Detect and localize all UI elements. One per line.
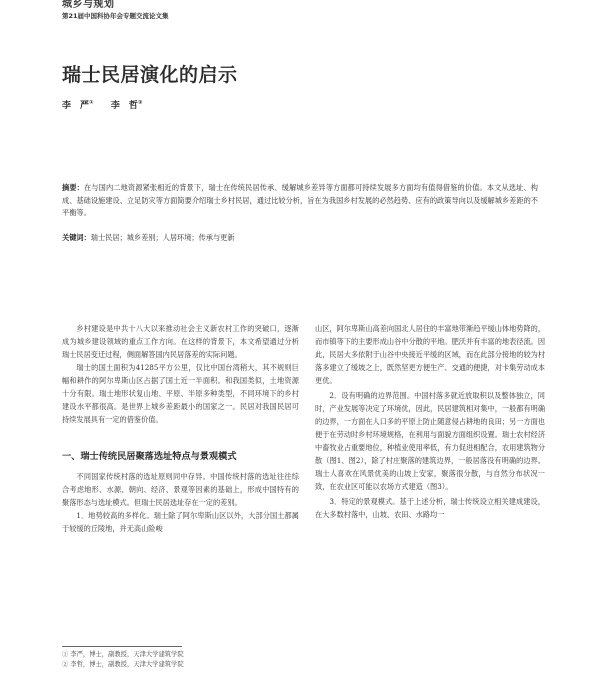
footnote-2: ② 李哲，博士，副教授，天津大学建筑学院 bbox=[62, 660, 184, 668]
abstract-label: 摘要： bbox=[62, 183, 84, 192]
author-1-marker: ① bbox=[89, 100, 94, 106]
footnotes bbox=[62, 650, 362, 669]
keywords bbox=[62, 232, 538, 244]
keywords-text: 瑞士民居；城乡差别；人居环境；传承与更新 bbox=[90, 233, 235, 242]
footnote-1: ① 李严，博士，副教授，天津大学建筑学院 bbox=[62, 651, 184, 658]
body-paragraph: 不同国家传统村落的选址原则同中存异。中国传统村落的选址往往综合考虑地形、水源、朝向、经济、景观等因素的基础上，形成中国特有的聚落形态与选址模式。但瑞士民居选址存在一定的差别。 bbox=[62, 472, 299, 507]
author-2-name: 李 哲 bbox=[110, 101, 138, 111]
running-head-title: 城乡与规划 bbox=[62, 0, 115, 10]
author-1 bbox=[62, 101, 94, 111]
body-paragraph: 乡村建设是中共十八大以来推动社会主义新农村工作的突破口，逐渐成为城乡建设领域的重点工作方向。在这样的背景下，本文希望通过分析瑞士民居变迁过程，侧面解答国内民居落差的实际问题。 bbox=[62, 324, 299, 359]
running-head-subtitle: 第21届中国科协年会专题交流论文集 bbox=[62, 12, 169, 20]
body-paragraph: 3．特定的景观模式。基于上述分析，瑞士传统设立相关建成建设，在大多数村落中，山坡、农田、水路均一 bbox=[315, 497, 545, 519]
keywords-label: 关键词： bbox=[62, 233, 91, 242]
abstract-text: 在与国内二地资源紧张相近的背景下，瑞士在传统民居传承、缓解城乡差异等方面都可持续发展多方面均有值得借鉴的价值。本文从选址、构成、基础设施建设、立足防灾等方面简要介绍瑞士乡村民居，通过比较分析，旨在为我国乡村发展的必然趋势、应有的政策导向以及缓解城乡差距的不平衡等。 bbox=[62, 183, 538, 217]
footnote-divider bbox=[62, 646, 182, 647]
body-paragraph: 1．地势较高的多样化。瑞士除了阿尔卑斯山区以外，大部分国土都属于较缓的丘陵地，并无高山险峻 bbox=[62, 511, 299, 533]
author-1-name: 李 严 bbox=[62, 101, 90, 111]
author-2-marker: ② bbox=[137, 100, 143, 106]
section-heading: 一、瑞士传统民居聚落选址特点与景观模式 bbox=[62, 451, 237, 462]
left-column bbox=[62, 322, 299, 535]
body-paragraph: 2．设有明确的边界范围。中国村落多就近放取积以及整体独立，同时，产业发展等决定了环境优，因此，民居建筑相对集中，一般都有明确的边界，一方面在人口多的平原上防止随意侵占耕地的良田；另一方面也便于在劳动时乡村环境规格，在利用与面貌方面组织设置。瑞士农村经济中畜牧业占重要地位，种植业使用率低，有力促进相配合，农用建筑物分散（图1、图2），除了村庄聚落的建筑边界，一般居落没有明确的边界。瑞士人喜欢在风景优美的山坡上安家，聚落很分散，与自然分布状况一致，在农业区可能以农场方式建造（图3）。 bbox=[315, 391, 546, 491]
paper-title: 瑞士民居演化的启示 bbox=[62, 64, 238, 86]
abstract bbox=[62, 182, 538, 220]
body-paragraph: 瑞士的国土面积为41285平方公里，仅比中国台湾稍大，其不规则巨幅和耕作的阿尔卑斯山区占据了国土近一半面积。和我国类似，土地资源十分有限。瑞士地形状复山地、平原、半原多种类型，不同环境下的乡村建设水平都很高。是世界上城乡差距最小的国家之一。民居对我国民居可持续发展具有一定的借鉴价值。 bbox=[62, 363, 299, 424]
right-column bbox=[315, 322, 545, 521]
author-list bbox=[62, 98, 157, 111]
author-2 bbox=[111, 101, 143, 111]
running-head bbox=[62, 0, 362, 21]
body-paragraph: 山区，阿尔卑斯山高差向国北人居住的丰富地带渐趋平缓山体地势降的，而市镇等下的主要形成山谷中分散的平地。肥沃并有丰富的地表径流。因此，民居大多依附于山谷中央接近平缓的区域，而在此部分接地的较为村落多建立了缓坡之上，既然坚更方便生产、交通的便捷，对卡集劳动成本更优。 bbox=[315, 324, 546, 385]
